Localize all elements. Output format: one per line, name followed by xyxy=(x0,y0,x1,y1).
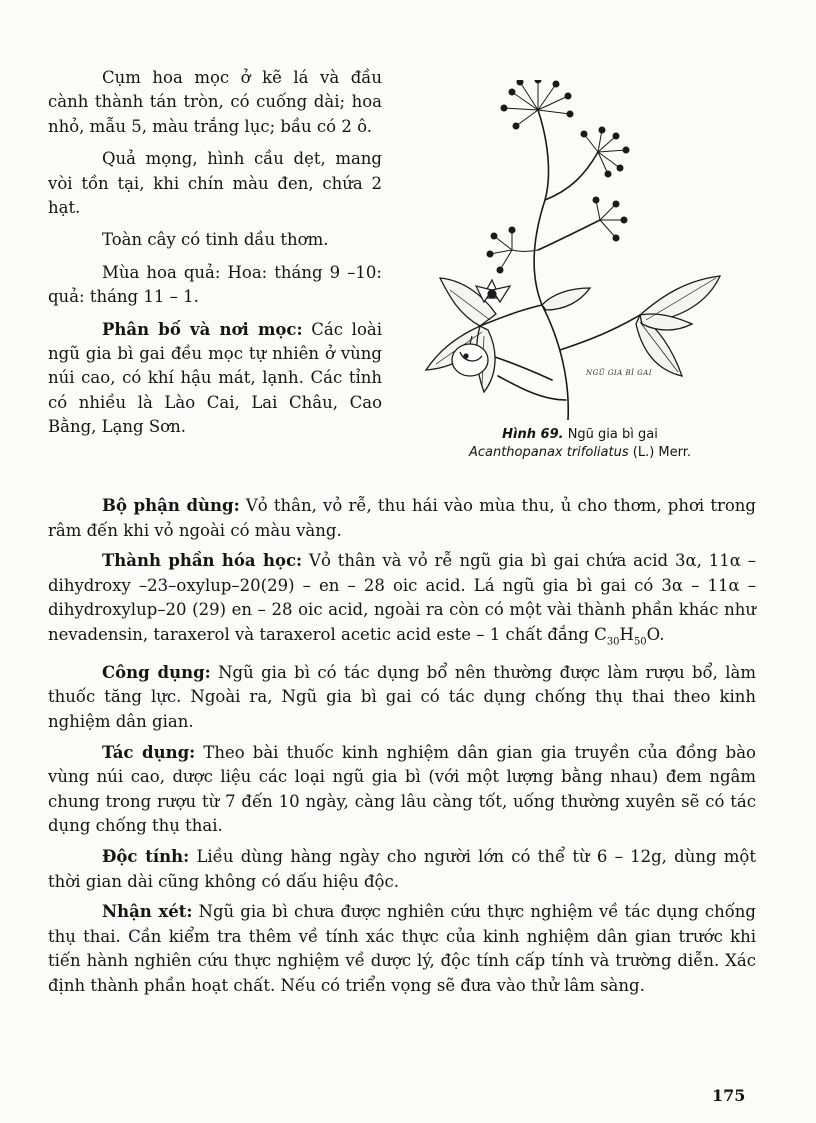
paragraph-uses: Công dụng: Ngũ gia bì có tác dụng bổ nên thường được làm rượu bổ, làm thuốc tăng lực. Ngoài ra, Ngũ gia bì gai có tác dụng chống thụ thai theo kinh nghiệm dân gian. xyxy=(48,662,756,732)
paragraph-toxicity: Độc tính: Liều dùng hàng ngày cho người lớn có thể từ 6 – 12g, dùng một thời gian dài cũng không có dấu hiệu độc. xyxy=(48,847,756,891)
paragraph-parts-used: Bộ phận dùng: Vỏ thân, vỏ rễ, thu hái vào mùa thu, ủ cho thơm, phơi trong râm đến khi vỏ ngoài có màu vàng. xyxy=(48,496,756,540)
plant-drawing xyxy=(420,80,740,420)
figure-scientific-name: Acanthopanax trifoliatus xyxy=(468,445,629,460)
figure-common-name: Ngũ gia bì gai xyxy=(563,427,658,442)
flower-umbel-top xyxy=(501,80,573,129)
figure-number: Hình 69. xyxy=(502,427,564,442)
paragraph-distribution: Phân bố và nơi mọc: Các loài ngũ gia bì gai đều mọc tự nhiên ở vùng núi cao, có khí hậu mát, lạnh. Các tỉnh có nhiều là Lào Cai, Lai Châu, Cao Bằng, Lạng Sơn. xyxy=(48,319,382,437)
paragraph-fruit: Quả mọng, hình cầu dẹt, mang vòi tồn tại, khi chín màu đen, chứa 2 hạt. xyxy=(48,149,382,218)
paragraph-inflorescence: Cụm hoa mọc ở kẽ lá và đầu cành thành tán tròn, có cuống dài; hoa nhỏ, mẫu 5, màu trắng lục; bầu có 2 ô. xyxy=(48,68,382,136)
left-column xyxy=(48,66,382,448)
paragraph-season: Mùa hoa quả: Hoa: tháng 9 –10: quả: tháng 11 – 1. xyxy=(48,262,382,307)
page-number: 175 xyxy=(712,1086,746,1105)
figure-authority: (L.) Merr. xyxy=(628,445,692,460)
paragraph-remarks: Nhận xét: Ngũ gia bì chưa được nghiên cứu thực nghiệm về tác dụng chống thụ thai. Cần kiểm tra thêm về tính xác thực của kinh nghiệm dân gian trước khi tiến hành nghiên cứu thực nghiệm về dược lý, độc tính cấp tính và trường diễn. Xác định thành phần hoạt chất. Nếu có triển vọng sẽ đưa vào thử lâm sàng. xyxy=(48,902,756,995)
flower-umbel-right xyxy=(581,127,629,177)
formula-h: H xyxy=(619,624,634,644)
main-body xyxy=(48,494,756,1005)
figure-caption xyxy=(420,426,740,462)
paragraph-effects: Tác dụng: Theo bài thuốc kinh nghiệm dân gian gia truyền của đồng bào vùng núi cao, dược liệu các loại ngũ gia bì (với một lượng bằng nhau) đem ngâm chung trong rượu từ 7 đến 10 ngày, càng lâu càng tốt, uống thường xuyên sẽ có tác dụng chống thụ thai. xyxy=(48,742,756,836)
caption-scientific xyxy=(420,444,740,462)
formula-c-subscript: 30 xyxy=(606,636,620,648)
paragraph-chemistry: Thành phần hóa học: Vỏ thân và vỏ rễ ngũ gia bì gai chứa acid 3α, 11α – dihydroxy –23–oxylup–20(29) – en – 28 oic acid. Lá ngũ gia bì gai có 3α – 11α – dihydroxylup–20 (29) en – 28 oic acid, ngoài ra còn có một vài thành phần khác như nevadensin, taraxerol và taraxerol acetic acid este – 1 chất đắng $C_{30}H_{50}O$. xyxy=(48,551,757,648)
formula-h-subscript: 50 xyxy=(633,636,647,648)
paragraph-essential-oil: Toàn cây có tinh dầu thơm. xyxy=(102,230,329,250)
formula-o: O. xyxy=(646,624,665,644)
caption-title xyxy=(420,426,740,444)
figure-inner-label: NGŨ GIA BÌ GAI xyxy=(586,369,653,377)
plant-illustration xyxy=(420,80,740,470)
label-distribution: Phân bố và nơi mọc: xyxy=(102,319,303,339)
flower-umbel-middle xyxy=(593,197,627,241)
flower-umbel-left xyxy=(487,227,538,273)
